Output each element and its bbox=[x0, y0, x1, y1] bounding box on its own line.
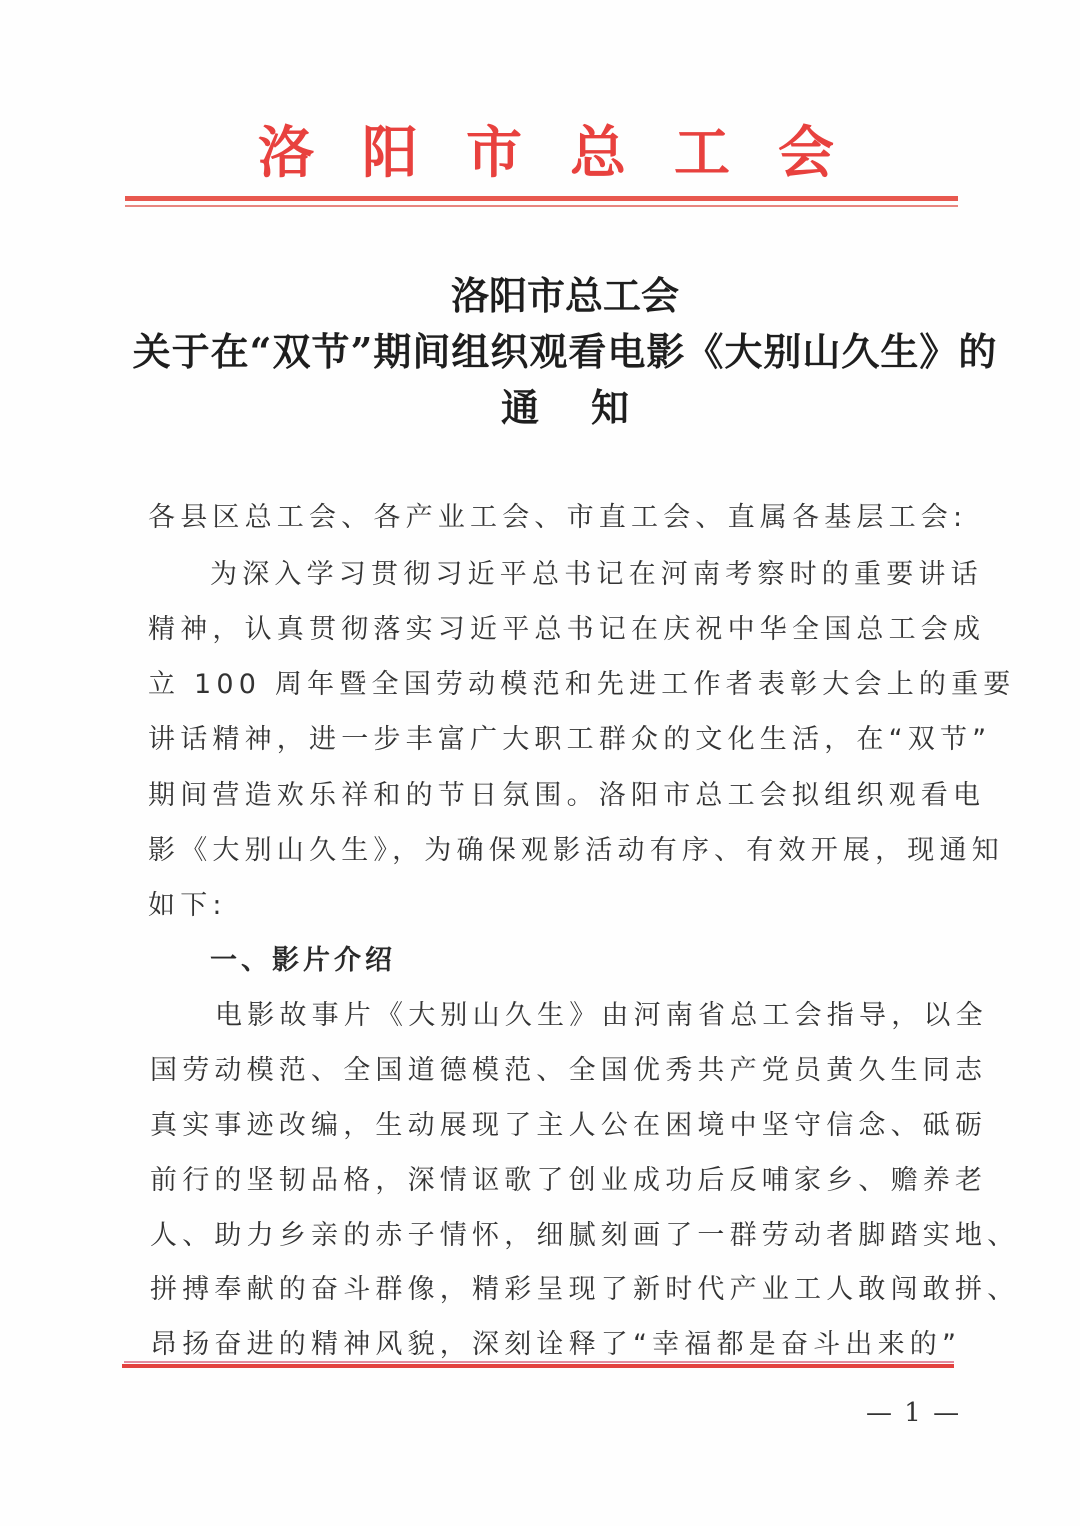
letterhead-char: 阳 bbox=[362, 120, 418, 186]
paragraph-line: 讲话精神，进一步丰富广大职工群众的文化生活，在“双节” bbox=[148, 724, 992, 755]
letterhead-rule-thick bbox=[125, 196, 958, 201]
paragraph-line: 影《大别山久生》，为确保观影活动有序、有效开展，现通知 bbox=[148, 835, 1004, 866]
title-issuer: 洛阳市总工会 bbox=[450, 273, 679, 318]
paragraph-line: 电影故事片《大别山久生》由河南省总工会指导，以全 bbox=[215, 1000, 988, 1031]
salutation: 各县区总工会、各产业工会、市直工会、直属各基层工会: bbox=[148, 502, 968, 533]
page-number: — 1 — bbox=[866, 1398, 962, 1428]
paragraph-line: 昂扬奋进的精神风貌，深刻诠释了“幸福都是奋斗出来的” bbox=[150, 1329, 962, 1360]
title-subject: 关于在“双节”期间组织观看电影《大别山久生》的 bbox=[132, 329, 998, 374]
document-title bbox=[130, 268, 1000, 436]
letterhead-char: 工 bbox=[674, 120, 730, 186]
paragraph-line: 人、助力乡亲的赤子情怀，细腻刻画了一群劳动者脚踏实地、 bbox=[150, 1220, 1020, 1251]
title-doc-type: 通知 bbox=[500, 385, 681, 430]
letterhead-rule-thin bbox=[125, 205, 958, 207]
letterhead-char: 总 bbox=[570, 120, 626, 186]
footer-rule-thin bbox=[124, 1361, 954, 1363]
paragraph-line: 精神，认真贯彻落实习近平总书记在庆祝中华全国总工会成 bbox=[148, 614, 986, 645]
section-heading: 一、影片介绍 bbox=[210, 945, 396, 976]
paragraph-line: 立 100 周年暨全国劳动模范和先进工作者表彰大会上的重要 bbox=[148, 669, 1016, 700]
paragraph-line: 前行的坚韧品格，深情讴歌了创业成功后反哺家乡、赡养老 bbox=[150, 1165, 988, 1196]
paragraph-line: 拼搏奉献的奋斗群像，精彩呈现了新时代产业工人敢闯敢拼、 bbox=[150, 1274, 1020, 1305]
paragraph-line: 为深入学习贯彻习近平总书记在河南考察时的重要讲话 bbox=[210, 559, 983, 590]
footer-rule-thick bbox=[122, 1364, 954, 1368]
paragraph-line: 如下: bbox=[148, 890, 227, 921]
letterhead-char: 会 bbox=[778, 120, 834, 186]
letterhead-char: 洛 bbox=[258, 120, 314, 186]
letterhead-char: 市 bbox=[466, 120, 522, 186]
paragraph-line: 期间营造欢乐祥和的节日氛围。洛阳市总工会拟组织观看电 bbox=[148, 780, 986, 811]
paragraph-line: 国劳动模范、全国道德模范、全国优秀共产党员黄久生同志 bbox=[150, 1055, 988, 1086]
paragraph-line: 真实事迹改编，生动展现了主人公在困境中坚守信念、砥砺 bbox=[150, 1110, 988, 1141]
